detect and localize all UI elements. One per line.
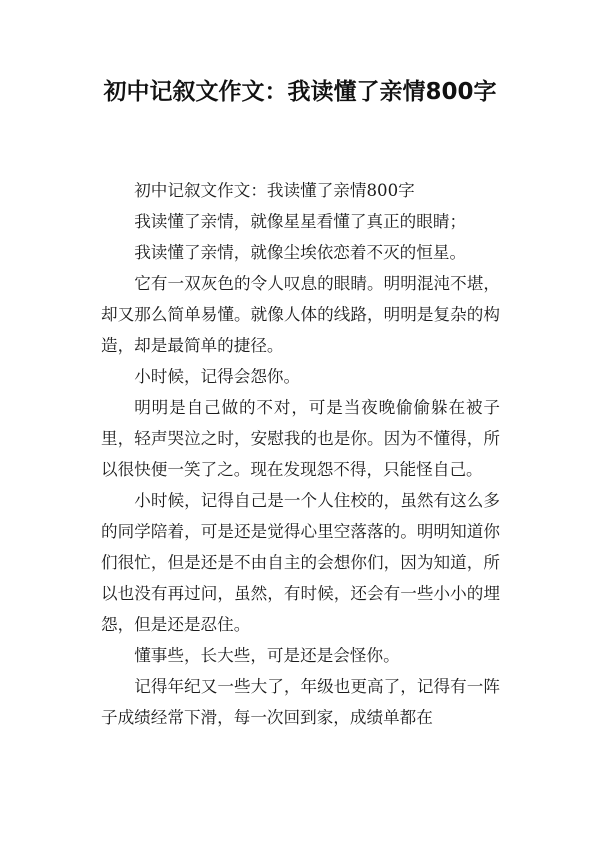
document-title: 初中记叙文作文：我读懂了亲情800字 [103,79,497,105]
paragraph: 明明是自己做的不对，可是当夜晚偷偷躲在被子里，轻声哭泣之时，安慰我的也是你。因为不懂得，所以很快便一笑了之。现在发现怨不得，只能怪自己。 [101,398,500,479]
paragraph: 我读懂了亲情，就像尘埃依恋着不灭的恒星。 [134,243,467,262]
paragraph: 我读懂了亲情，就像星星看懂了真正的眼睛； [134,212,467,231]
paragraph: 初中记叙文作文：我读懂了亲情800字 [134,181,415,200]
paragraph: 记得年纪又一些大了，年级也更高了，记得有一阵子成绩经常下滑，每一次回到家，成绩单都在 [101,677,500,727]
paragraph: 小时候，记得自己是一个人住校的，虽然有这么多的同学陪着，可是还是觉得心里空落落的。明明知道你们很忙，但是还是不由自主的会想你们，因为知道，所以也没有再过问，虽然，有时候，还会有一些小小的埋怨，但是还是忍住。 [101,491,500,634]
paragraph: 小时候，记得会怨你。 [134,367,301,386]
document-body [101,175,500,733]
paragraph: 懂事些，长大些，可是还是会怪你。 [134,646,400,665]
paragraph: 它有一双灰色的令人叹息的眼睛。明明混沌不堪，却又那么简单易懂。就像人体的线路，明明是复杂的构造，却是最简单的捷径。 [101,274,500,355]
